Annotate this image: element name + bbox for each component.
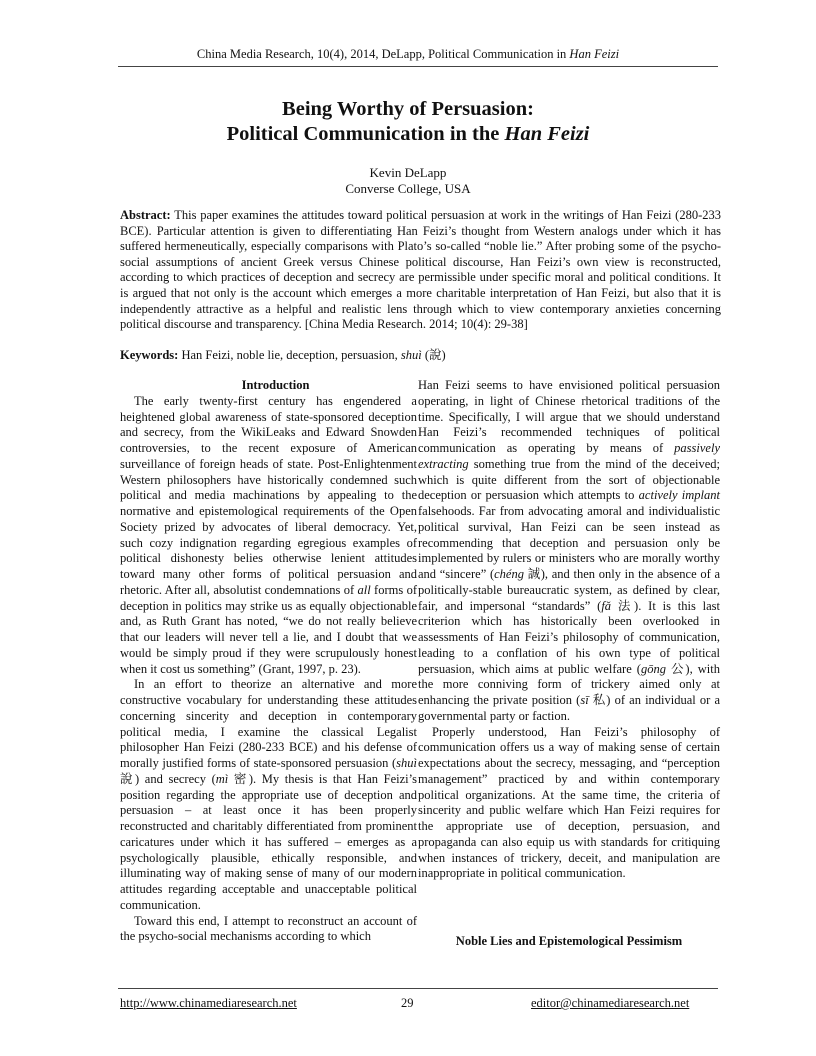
text-run: 私) of an individual or a governmental party or faction.: [418, 693, 720, 723]
paragraph: Properly understood, Han Feizi’s philosophy of communication offers us a way of making sense of certain expectations about the secrecy, messaging, and “perception management” practiced by and within contemporary political organizations. At the same time, the criteria of sincerity and public welfare which Han Feizi requires for the appropriate use of deception, persuasion, and propaganda can also equip us with standards for critiquing when instances of trickery, deceit, and manipulation are inappropriate in political communication.: [418, 724, 720, 881]
abstract: [120, 208, 721, 333]
author-name: Kevin DeLapp: [369, 165, 447, 180]
italic-run: gōng: [640, 661, 666, 676]
running-header: [0, 47, 816, 62]
running-header-italic: Han Feizi: [569, 47, 620, 61]
paragraph: [120, 677, 417, 913]
text-run: The early twenty-first century has engendered a heightened global awareness of state-sponsored deception and secrecy, from the WikiLeaks and Edward Snowden controversies, to the recent exposure of American surveillance of foreign heads of state. Post-Enlightenment Western philosophers have historically condemned such political and media machinations by appealing to the normative and epistemological requirements of the Open Society prized by advocates of liberal democracy. Yet, such cozy indignation regarding egregious examples of political dishonesty belies otherwise lenient attitudes toward many other forms of political persuasion and rhetoric. After all, absolutist condemnations of: [120, 393, 417, 597]
italic-run: fǎ: [601, 598, 612, 613]
italic-run: chéng: [494, 567, 524, 581]
section-heading-noble-lies: Noble Lies and Epistemological Pessimism: [455, 934, 683, 948]
text-run: forms of deception in politics may strike us as equally objectionable and, as Ruth Grant has noted, “we do not really believe that our leaders will never tell a lie, and I doubt that we would be simply proud if they were scrupulously honest when it cost us something” (Grant, 1997, p. 23).: [120, 582, 417, 676]
abstract-text: This paper examines the attitudes toward political persuasion at work in the writings of Han Feizi (280-233 BCE). Particular attention is given to differentiating Han Feizi’s thought from Western analogs under which it has suffered hermeneutically, especially comparisons with Plato’s so-called “noble lie.” After probing some of the psycho-social assumptions of ancient Greek versus Chinese political discourse, Han Feizi’s own view is reconstructed, according to which practices of deception and secrecy are permissible under specific moral and political conditions. It is argued that not only is the account which emerges a more charitable interpretation of Han Feizi, but also that it is independently attractive as a helpful and realistic lens through which to view contemporary anxieties concerning political discourse and transparency. [China Media Research. 2014; 10(4): 29-38]: [120, 208, 721, 332]
paragraph: [120, 394, 417, 678]
text-run: falsehoods. Far from advocating amoral and individualistic political survival, Han Feizi can be seen instead as recommending that deception and persuasion only be implemented by rulers or ministers who are morally worthy and “sincere” (: [418, 504, 720, 581]
author-block: [0, 165, 816, 197]
page-number: 29: [401, 996, 414, 1010]
italic-run: sī: [580, 693, 589, 707]
italic-run: actively implant: [638, 488, 720, 503]
author-affiliation: Converse College, USA: [345, 181, 471, 196]
title-line-2-italic: Han Feizi: [504, 123, 590, 145]
keywords: [120, 347, 721, 363]
text-run: 法). It is this last criterion which has historically been overlooked in assessments of Han Feizi’s philosophy of communication, leading to a conflation of his own type of political persuasion, which aims at public welfare (: [418, 598, 721, 676]
text-run: Han Feizi seems to have envisioned political persuasion operating, in light of Chinese rhetorical traditions of the time. Specifically, I will argue that we should understand Han Feizi’s recommended techniques of political communication as operating by means of: [418, 378, 720, 455]
keywords-suffix: (說): [421, 348, 446, 362]
italic-run: all: [357, 582, 371, 597]
text-run: 誠), and then only in the absence of a politically-stable bureaucratic system, as defined by clear, fair, and impersonal “standards” (: [418, 567, 721, 613]
keywords-label: Keywords:: [120, 348, 179, 362]
text-run: 公), with the more conniving form of trickery aimed only at enhancing the private position (: [418, 661, 720, 707]
text-run: something true from the mind of the deceived; which is quite different from the sort of objectionable deception or persuasion which attempts to: [418, 456, 720, 503]
italic-run: mì: [215, 771, 229, 786]
abstract-label: Abstract:: [120, 208, 171, 222]
text-run: 密). My thesis is that Han Feizi’s position regarding the appropriate use of deception and persuasion – at least once it has been properly reconstructed and charitably differentiated from prominent caricatures under which it has suffered – emerges as a psychologically plausible, ethically responsible, and illuminating way of making sense of many of our modern attitudes regarding acceptable and unacceptable political communication.: [120, 771, 417, 912]
right-column: [418, 378, 720, 882]
title-line-1: Being Worthy of Persuasion:: [282, 98, 534, 120]
keywords-text: Han Feizi, noble lie, deception, persuasion,: [178, 348, 401, 362]
footer-rule: [118, 988, 718, 989]
paragraph: [418, 378, 720, 725]
section-heading-introduction: Introduction: [241, 378, 310, 392]
text-run: In an effort to theorize an alternative and more constructive vocabulary for understanding these attitudes concerning sincerity and deception in contemporary political media, I examine the classical Legalist philosopher Han Feizi (280-233 BCE) and his defense of morally justified forms of state-sponsored persuasion (: [120, 677, 417, 770]
italic-run: shuì: [396, 756, 417, 770]
running-header-text: China Media Research, 10(4), 2014, DeLapp, Political Communication in: [196, 47, 570, 61]
title-line-2: [0, 122, 816, 147]
footer-url-link[interactable]: http://www.chinamediaresearch.net: [120, 996, 297, 1010]
header-rule: [118, 66, 718, 67]
text-run: 說) and secrecy (: [120, 771, 216, 786]
left-column: [120, 378, 417, 945]
title-line-2-text: Political Communication in the: [226, 123, 505, 145]
paper-title: [0, 97, 816, 147]
italic-run: passively extracting: [418, 441, 720, 471]
keywords-italic: shuì: [400, 348, 422, 362]
paragraph: Toward this end, I attempt to reconstruct an account of the psycho-social mechanisms according to which: [120, 913, 417, 944]
footer-email-link[interactable]: editor@chinamediaresearch.net: [531, 996, 690, 1010]
